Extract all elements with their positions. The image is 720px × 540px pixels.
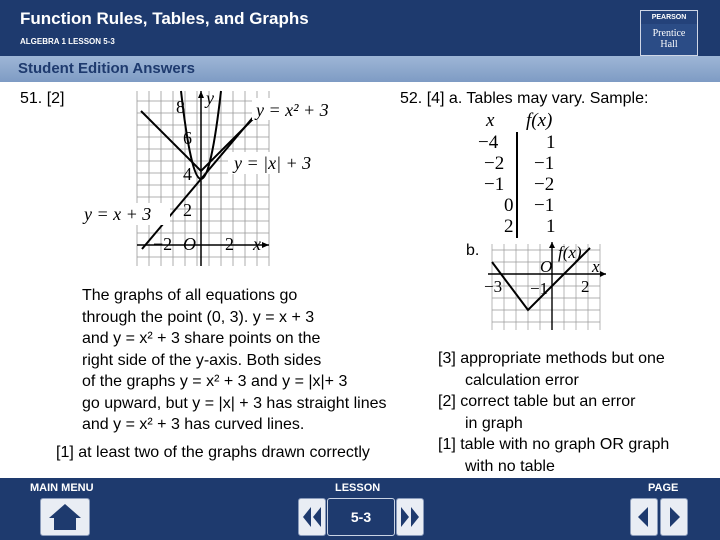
rubric-line-5: [1] table with no graph OR graph (438, 436, 670, 453)
x-tick-minus2: −2 (153, 234, 173, 254)
chevron-left-icon (631, 499, 657, 535)
table-row (478, 132, 578, 153)
b-tick-minus3: −3 (484, 277, 503, 296)
part-b-graph (478, 240, 613, 332)
x-axis-label: x (253, 234, 261, 254)
table-row (478, 153, 578, 174)
home-icon (41, 499, 89, 535)
table-header-fx: f(x) (526, 110, 553, 131)
explanation-line-3: and y = x² + 3 share points on the (82, 330, 321, 347)
explanation-line-7: and y = x² + 3 has curved lines. (82, 416, 305, 433)
table-cell-fx: 1 (546, 132, 556, 153)
rubric-51-line: [1] at least two of the graphs drawn correctly (56, 444, 370, 461)
table-cell-fx: 1 (546, 216, 556, 237)
lesson-number: 5-3 (350, 509, 372, 525)
y-tick-8: 8 (176, 97, 185, 117)
table-divider (516, 132, 518, 238)
problem-51-graph (80, 88, 355, 273)
parabola-label: y = x² + 3 (256, 100, 329, 120)
logo-top-text: PEARSON (641, 11, 697, 24)
abs-label: y = |x| + 3 (234, 153, 312, 173)
explanation-line-6: go upward, but y = |x| + 3 has straight lines (82, 394, 387, 412)
y-axis-arrow (198, 91, 204, 98)
section-label: Student Edition Answers (18, 60, 195, 77)
table-header-row (478, 110, 578, 130)
y-axis-label: y (206, 88, 214, 108)
origin-label: O (183, 234, 196, 254)
b-y-axis-arrow (549, 242, 555, 248)
lesson-number-button[interactable] (327, 498, 395, 536)
table-row (478, 195, 578, 216)
table-cell-x: −2 (484, 153, 505, 174)
table-cell-fx: −1 (534, 195, 555, 216)
x-axis-arrow (262, 242, 269, 248)
rubric-line-6: with no table (465, 457, 555, 475)
explanation-line-1: The graphs of all equations go (82, 287, 298, 304)
problem-52-rubric (438, 348, 669, 477)
rubric-line-4: in graph (465, 414, 523, 432)
page-prev-button[interactable] (630, 498, 658, 536)
y-tick-4: 4 (183, 164, 192, 184)
home-button[interactable] (40, 498, 90, 536)
problem-51-explanation (82, 285, 386, 436)
part-b-label: b. (466, 242, 480, 259)
x-tick-2: 2 (225, 234, 234, 254)
pearson-logo (640, 10, 698, 56)
explanation-line-5: of the graphs y = x² + 3 and y = |x|+ 3 (82, 373, 348, 390)
rewind-icon (299, 499, 325, 535)
explanation-line-2: through the point (0, 3). y = x + 3 (82, 308, 315, 326)
y-tick-2: 2 (183, 200, 192, 220)
table-row (478, 216, 578, 237)
lesson-label: LESSON (335, 482, 381, 494)
table-cell-x: −4 (478, 132, 499, 153)
logo-bottom-text (643, 28, 695, 50)
table-cell-fx: −2 (534, 174, 555, 195)
table-cell-x: −1 (484, 174, 505, 195)
table-cell-x: 0 (504, 195, 514, 216)
explanation-line-4: right side of the y-axis. Both sides (82, 351, 322, 369)
lesson-next-button[interactable] (396, 498, 424, 536)
b-y-axis-label: f(x) (558, 243, 582, 262)
rubric-line-1: [3] appropriate methods but one (438, 350, 665, 367)
line-label: y = x + 3 (84, 204, 152, 224)
page-title: Function Rules, Tables, and Graphs (20, 9, 309, 28)
chevron-right-icon (661, 499, 687, 535)
lesson-subtitle: ALGEBRA 1 LESSON 5-3 (20, 37, 115, 46)
sample-table (478, 110, 578, 237)
b-tick-2: 2 (581, 277, 590, 296)
y-tick-6: 6 (183, 128, 192, 148)
problem-51-label: 51. [2] (20, 90, 65, 107)
logo-line-1: Prentice (652, 28, 686, 39)
fast-forward-icon (397, 499, 423, 535)
b-origin-label: O (540, 257, 553, 276)
main-menu-label: MAIN MENU (30, 482, 94, 494)
b-tick-minus1: −1 (530, 279, 549, 298)
table-header-x: x (486, 110, 495, 131)
logo-line-2: Hall (660, 39, 678, 50)
table-cell-fx: −1 (534, 153, 555, 174)
b-x-axis-arrow (600, 271, 606, 277)
problem-52-label: 52. [4] a. Tables may vary. Sample: (400, 90, 649, 107)
rubric-line-2: calculation error (465, 371, 579, 389)
page-label: PAGE (648, 482, 679, 494)
page-next-button[interactable] (660, 498, 688, 536)
table-cell-x: 2 (504, 216, 514, 237)
linear-curve (142, 115, 255, 249)
lesson-prev-button[interactable] (298, 498, 326, 536)
table-row (478, 174, 578, 195)
b-x-axis-label: x (592, 257, 600, 276)
rubric-line-3: [2] correct table but an error (438, 393, 636, 410)
